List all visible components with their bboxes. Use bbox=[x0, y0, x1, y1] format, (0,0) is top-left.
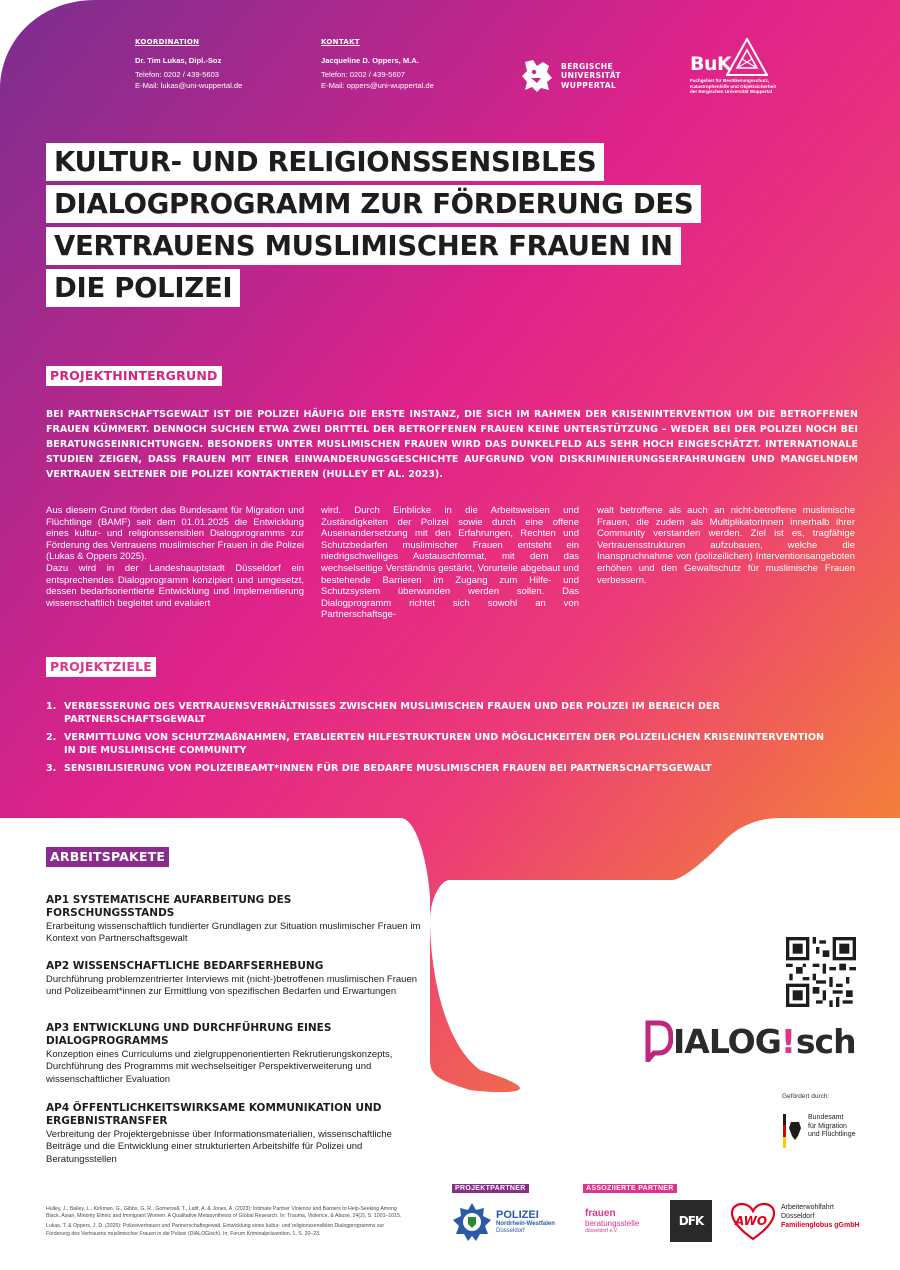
koordination-email[interactable]: E-Mail: lukas@uni-wuppertal.de bbox=[135, 81, 243, 90]
bamf-line-2: für Migration bbox=[808, 1122, 847, 1130]
ap-number: AP4 bbox=[46, 1102, 70, 1114]
reference-item: Lukas, T. & Oppers, J. D. (2025): Polizeivertrauen und Partnerschaftsgewalt. Entwicklung eines kultur- und religionssensiblen Dialogprogramms zur Förderung des Vertrauens muslimischer Frauen in die Polizei (DIALOGisch). In: Forum Kriminalprävention, 1, S. 20–23. bbox=[46, 1223, 385, 1237]
federal-eagle-icon bbox=[782, 1114, 804, 1148]
dialog-word: IALOG bbox=[673, 1021, 781, 1061]
kontakt-label: KONTAKT bbox=[321, 38, 360, 46]
ap-description: Erarbeitung wissenschaftlich fundierter Grundlagen zur Situation muslimischer Frauen im Kontext von Partnerschaftsgewalt bbox=[46, 921, 421, 945]
work-package-ap1 bbox=[46, 894, 426, 946]
column-3 bbox=[597, 505, 855, 586]
frauen-line-2: beratungsstelle bbox=[585, 1219, 640, 1228]
buk-line-3: der Bergischen Universität Wuppertal bbox=[690, 89, 773, 95]
goal-text: SENSIBILISIERUNG VON POLIZEIBEAMT*INNEN FÜR DIE BEDARFE MUSLIMISCHER FRAUEN BEI PARTNERSCHAFTSGEWALT bbox=[64, 763, 712, 774]
goal-number: 3. bbox=[46, 763, 57, 774]
awo-line-1: Arbeiterwohlfahrt bbox=[781, 1204, 834, 1211]
ap-number: AP2 bbox=[46, 960, 70, 972]
bamf-logo bbox=[782, 1114, 855, 1148]
dfk-wordmark: DFK bbox=[678, 1214, 704, 1228]
qr-code-icon[interactable] bbox=[786, 937, 856, 1007]
goal-item bbox=[46, 731, 826, 757]
kontakt-phone: Telefon: 0202 / 439-5607 bbox=[321, 70, 406, 79]
frauenberatungsstelle-logo bbox=[585, 1209, 639, 1234]
buk-line-1: Fachgebiet für Bevölkerungsschutz, bbox=[690, 78, 770, 83]
koordination-name: Dr. Tim Lukas, Dipl.-Soz bbox=[135, 56, 222, 65]
goal-number: 2. bbox=[46, 732, 57, 743]
goal-number: 1. bbox=[46, 701, 57, 712]
ap-title-cont: ERGEBNISTRANSFER bbox=[46, 1115, 168, 1127]
title-line-1: KULTUR- UND RELIGIONSSENSIBLES bbox=[46, 143, 604, 181]
column-1-paragraph-1: Aus diesem Grund fördert das Bundesamt für Migration und Flüchtlinge (BAMF) seit dem 01.01.2025 die Entwicklung eines kultur- und religionssensiblen Dialogprogramms zur Förderung des Vertrauens muslimischer Frauen in die Polizei (Lukas & Oppers 2025). bbox=[46, 505, 304, 563]
projektziele-heading: PROJEKTZIELE bbox=[46, 657, 156, 677]
awo-line-3: Familienglobus gGmbH bbox=[781, 1222, 860, 1229]
bamf-line-1: Bundesamt bbox=[808, 1114, 844, 1121]
goal-text: VERMITTLUNG VON SCHUTZMAßNAHMEN, ETABLIERTEN HILFESTRUKTUREN UND MÖGLICHKEITEN DER POLIZEILICHEN KRISENINTERVENTION IN DIE MUSLIMISCHE COMMUNITY bbox=[64, 732, 825, 756]
projektpartner-label: PROJEKTPARTNER bbox=[452, 1184, 529, 1193]
koordination-label: KOORDINATION bbox=[135, 38, 200, 46]
column-3-paragraph: walt betroffene als auch an nicht-betroffene muslimische Frauen, die zudem als Multiplikatorinnen innerhalb ihrer Community verstanden werden. Ziel ist es, tragfähige Vertrauensstrukturen aufzubauen, welche die Inanspruchnahme von (polizeilichen) Interventionsangeboten erhöhen und den Gewaltschutz für muslimische Frauen verbessern. bbox=[597, 505, 855, 586]
title-line-3: VERTRAUENS MUSLIMISCHER FRAUEN IN bbox=[46, 227, 681, 265]
ap-title-cont: DIALOGPROGRAMMS bbox=[46, 1035, 169, 1047]
ap-title: ÖFFENTLICHKEITSWIRKSAME KOMMUNIKATION UND bbox=[72, 1102, 382, 1114]
polizei-line-3: Düsseldorf bbox=[496, 1228, 525, 1234]
buk-line-2: Katastrophenhilfe und Objektsicherheit bbox=[690, 83, 777, 89]
dialog-sch: sch bbox=[795, 1021, 856, 1061]
arbeitspakete-heading: ARBEITSPAKETE bbox=[46, 847, 169, 867]
goal-item bbox=[46, 762, 826, 775]
intro-text: BEI PARTNERSCHAFTSGEWALT IST DIE POLIZEI HÄUFIG DIE ERSTE INSTANZ, DIE SICH IM RAHMEN DER KRISENINTERVENTION UM DIE BETROFFENEN FRAUEN KÜMMERT. DENNOCH SUCHEN ETWA ZWEI DRITTEL DER BETROFFENEN FRAUEN KEINE UNTERSTÜTZUNG – WEDER BEI DER POLIZEI NOCH BEI BERATUNGSEINRICHTUNGEN. BESONDERS UNTER MUSLIMISCHEN FRAUEN WIRD DAS DUNKELFELD ALS SEHR HOCH EINGESCHÄTZT. INTERNATIONALE STUDIEN ZEIGEN, DASS FRAUEN MIT EINER EINWANDERUNGSGESCHICHTE AUFGRUND VON DISKRIMINIERUNGSERFAHRUNGEN UND MANGELNDEM VERTRAUEN SELTENER DIE POLIZEI KONTAKTIEREN (HULLEY ET AL. 2023). bbox=[46, 409, 858, 480]
university-line-1: BERGISCHE bbox=[561, 61, 614, 71]
university-lion-icon bbox=[519, 58, 555, 94]
work-package-ap4 bbox=[46, 1102, 426, 1166]
goals-list bbox=[46, 700, 826, 780]
dialog-bang: ! bbox=[780, 1021, 796, 1061]
buk-wordmark: BuK bbox=[690, 53, 732, 75]
polizei-line-2: Nordrhein-Westfalen bbox=[496, 1221, 555, 1227]
polizei-title: POLIZEI bbox=[496, 1209, 539, 1221]
bamf-line-3: und Flüchtlinge bbox=[808, 1131, 856, 1139]
koordination-phone: Telefon: 0202 / 439-5603 bbox=[135, 70, 220, 79]
ap-description: Verbreitung der Projektergebnisse über Informationsmaterialien, wissenschaftliche Beiträge und die Entwicklung einer strukturierten Arbeitshilfe für Polizei und Beratungsstellen bbox=[46, 1129, 392, 1165]
column-1 bbox=[46, 505, 304, 609]
column-2-paragraph: wird. Durch Einblicke in die Arbeitsweisen und Zuständigkeiten der Polizei sowie durch eine offene Auseinandersetzung mit den Erfahrungen, Rechten und Schutzbedarfen muslimischer Frauen entsteht ein niedrigschwelliges Austauschformat, mit dem das wechselseitige Verständnis gestärkt, Vorurteile abgebaut und bestehende Barrieren im Zugang zum Hilfe- und Schutzsystem überwunden werden sollen. Das Dialogprogramm richtet sich sowohl an von Partnerschaftsge- bbox=[321, 505, 579, 621]
reference-item: Hulley, J., Bailey, L., Kirkman, G., Gibbs, G. R., Gomersall, T., Latif, A. & Jones, A. (2023): Intimate Partner Violence and Barriers to Help-Seeking Among Black, Asian, Minority Ethnic and Immigrant Women: A Qualitative Metasynthesis of Global Research. In: Trauma, Violence, & Abuse, 24(2), S. 1001–1015. bbox=[46, 1206, 402, 1220]
university-logo bbox=[519, 58, 621, 94]
projekthintergrund-heading: PROJEKTHINTERGRUND bbox=[46, 366, 222, 386]
university-line-3: WUPPERTAL bbox=[561, 80, 617, 90]
awo-logo bbox=[730, 1203, 860, 1241]
title-line-4: DIE POLIZEI bbox=[46, 269, 240, 307]
funded-by-label: Gefördert durch: bbox=[782, 1093, 830, 1100]
assoziierte-partner-label: ASSOZIIERTE PARTNER bbox=[583, 1184, 677, 1193]
awo-line-2: Düsseldorf bbox=[781, 1213, 815, 1220]
goal-item bbox=[46, 700, 826, 726]
page-title bbox=[46, 143, 806, 311]
ap-title-cont: FORSCHUNGSSTANDS bbox=[46, 907, 175, 919]
goal-text: VERBESSERUNG DES VERTRAUENSVERHÄLTNISSES ZWISCHEN MUSLIMISCHEN FRAUEN UND DER POLIZEI IM BEREICH DER PARTNERSCHAFTSGEWALT bbox=[64, 701, 720, 725]
work-package-ap2 bbox=[46, 960, 426, 999]
ap-title: WISSENSCHAFTLICHE BEDARFSERHEBUNG bbox=[72, 960, 324, 972]
frauen-line-3: düsseldorf e.V. bbox=[585, 1228, 618, 1234]
column-1-paragraph-2: Dazu wird in der Landeshauptstadt Düsseldorf ein entsprechendes Dialogprogramm konzipiert und umgesetzt, dessen bedarfsorientierte Entwicklung und Implementierung wissenschaftlich begleitet und evaluiert bbox=[46, 562, 304, 609]
kontakt-email[interactable]: E-Mail: oppers@uni-wuppertal.de bbox=[321, 81, 434, 90]
buk-triangle-icon bbox=[726, 38, 768, 76]
frauen-line-1: frauen bbox=[585, 1208, 616, 1219]
ap-title: ENTWICKLUNG UND DURCHFÜHRUNG EINES bbox=[72, 1022, 332, 1034]
awo-wordmark: AWO bbox=[735, 1214, 768, 1228]
kontakt-name: Jacqueline D. Oppers, M.A. bbox=[321, 56, 419, 65]
polizei-logo bbox=[452, 1202, 555, 1242]
work-package-ap3 bbox=[46, 1022, 426, 1086]
university-line-2: UNIVERSITÄT bbox=[561, 71, 622, 81]
column-2 bbox=[321, 505, 579, 621]
dfk-logo bbox=[670, 1200, 712, 1242]
ap-description: Konzeption eines Curriculums und zielgruppenorientierten Rekrutierungskonzepts, Durchführung des Programms mit wechselseitiger Perspektiverweiterung und wissenschaftlicher Evaluation bbox=[46, 1049, 393, 1085]
references bbox=[46, 1206, 406, 1238]
dialog-bubble-d-icon bbox=[645, 1020, 673, 1062]
kontakt-block bbox=[321, 38, 434, 91]
koordination-block bbox=[135, 38, 242, 91]
ap-description: Durchführung problemzentrierter Interviews mit (nicht-)betroffenen muslimischen Frauen und Polizeibeamt*innen zur Ermittlung von spezifischen Bedarfen und Erwartungen bbox=[46, 974, 418, 998]
ap-number: AP3 bbox=[46, 1022, 70, 1034]
ap-title: SYSTEMATISCHE AUFARBEITUNG DES bbox=[72, 894, 292, 906]
dialogisch-logo bbox=[645, 1020, 856, 1062]
ap-number: AP1 bbox=[46, 894, 70, 906]
police-star-icon bbox=[452, 1202, 492, 1242]
title-line-2: DIALOGPROGRAMM ZUR FÖRDERUNG DES bbox=[46, 185, 701, 223]
